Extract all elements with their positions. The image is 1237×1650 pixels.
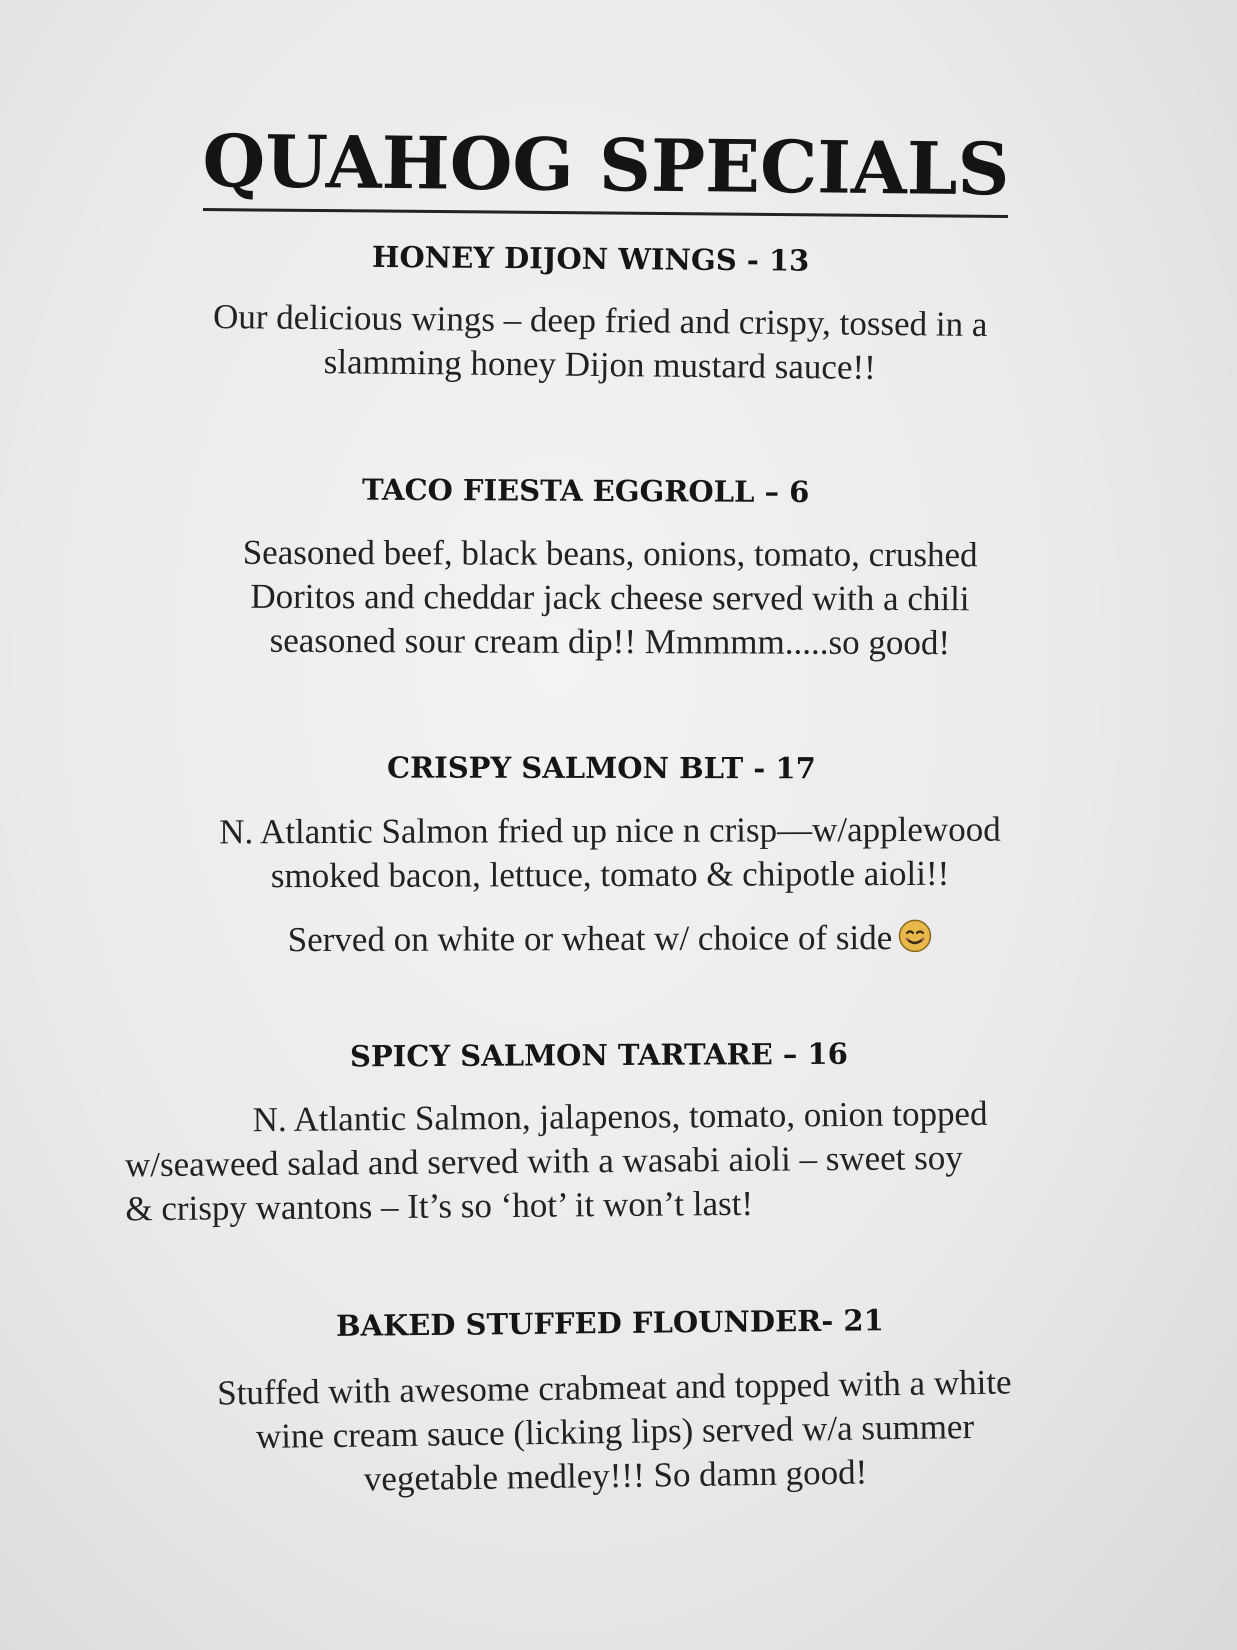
smiley-face-icon (898, 919, 932, 953)
description-line: N. Atlantic Salmon, jalapenos, tomato, onion topped (252, 1093, 988, 1140)
description-line: Doritos and cheddar jack cheese served with a chili (250, 576, 970, 619)
item-description-taco-fiesta-eggroll (140, 530, 1080, 665)
item-name-baked-stuffed-flounder: BAKED STUFFED FLOUNDER- 21 (335, 1303, 884, 1343)
item-name-spicy-salmon-tartare: SPICY SALMON TARTARE – 16 (349, 1036, 848, 1074)
description-line: slamming honey Dijon mustard sauce!! (323, 342, 877, 387)
note-text: Served on white or wheat w/ choice of side (287, 918, 893, 960)
description-line: & crispy wantons – It’s so ‘hot’ it won’t last! (125, 1183, 754, 1229)
description-line: smoked bacon, lettuce, tomato & chipotle aioli!! (270, 853, 950, 896)
item-description-honey-dijon-wings (120, 294, 1081, 392)
description-line: w/seaweed salad and served with a wasabi aioli – sweet soy (124, 1138, 963, 1185)
description-line: wine cream sauce (licking lips) served w/a summer (255, 1406, 975, 1457)
item-name-crispy-salmon-blt: CRISPY SALMON BLT - 17 (386, 750, 816, 786)
item-description-spicy-salmon-tartare (124, 1091, 1115, 1232)
item-name-taco-fiesta-eggroll: TACO FIESTA EGGROLL – 6 (361, 472, 810, 509)
description-line: Seasoned beef, black beans, onions, tomato, crushed (242, 532, 978, 575)
item-name-honey-dijon-wings: HONEY DIJON WINGS - 13 (371, 239, 810, 278)
description-line: seasoned sour cream dip!! Mmmmm.....so good! (269, 620, 951, 663)
description-line: N. Atlantic Salmon fried up nice n crisp—w/applewood (219, 809, 1001, 852)
item-description-baked-stuffed-flounder (129, 1359, 1101, 1505)
menu-title: QUAHOG SPECIALS (202, 118, 1010, 212)
description-line: Our delicious wings – deep fried and crispy, tossed in a (212, 296, 988, 345)
item-description-crispy-salmon-blt (140, 807, 1080, 898)
description-line: Stuffed with awesome crabmeat and topped with a white (216, 1362, 1012, 1413)
item-note-crispy-salmon-blt (140, 915, 1080, 962)
description-line: vegetable medley!!! So damn good! (363, 1452, 868, 1499)
